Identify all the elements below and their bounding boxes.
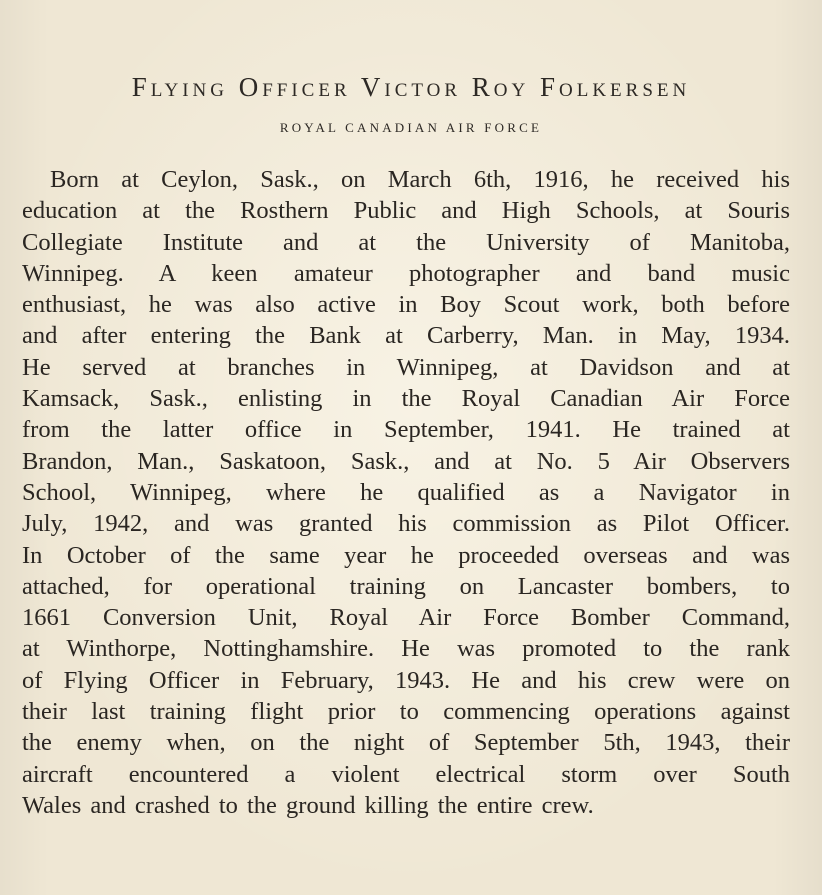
text-line: Collegiate Institute and at the University of Manitoba, bbox=[22, 228, 790, 256]
text-line: the enemy when, on the night of September 5th, 1943, their bbox=[22, 729, 790, 757]
text-line: from the latter office in September, 1941. He trained at bbox=[22, 416, 790, 444]
text-line: Born at Ceylon, Sask., on March 6th, 1916, he received his bbox=[50, 166, 790, 193]
text-line: attached, for operational training on Lancaster bombers, to bbox=[22, 572, 790, 600]
text-line: In October of the same year he proceeded overseas and was bbox=[22, 541, 790, 569]
text-line: enthusiast, he was also active in Boy Scout work, both before bbox=[22, 291, 790, 319]
text-line: aircraft encountered a violent electrical storm over South bbox=[22, 760, 790, 788]
text-line: He served at branches in Winnipeg, at Davidson and at bbox=[22, 353, 790, 381]
text-line: Brandon, Man., Saskatoon, Sask., and at No. 5 Air Observers bbox=[22, 447, 790, 475]
text-line: 1661 Conversion Unit, Royal Air Force Bomber Command, bbox=[22, 604, 790, 632]
text-line: of Flying Officer in February, 1943. He and his crew were on bbox=[22, 666, 790, 694]
page-subtitle: ROYAL CANADIAN AIR FORCE bbox=[279, 120, 543, 135]
text-line: Kamsack, Sask., enlisting in the Royal Canadian Air Force bbox=[22, 385, 790, 413]
text-line: and after entering the Bank at Carberry, Man. in May, 1934. bbox=[22, 322, 790, 350]
text-line: their last training flight prior to commencing operations against bbox=[22, 698, 790, 726]
text-line: at Winthorpe, Nottinghamshire. He was promoted to the rank bbox=[22, 635, 790, 663]
biography-paragraph bbox=[22, 164, 790, 821]
text-line: Winnipeg. A keen amateur photographer and band music bbox=[22, 259, 790, 287]
text-line: Wales and crashed to the ground killing the entire crew. bbox=[22, 791, 594, 819]
text-line: School, Winnipeg, where he qualified as a Navigator in bbox=[22, 478, 790, 506]
page-title: Flying Officer Victor Roy Folkersen bbox=[131, 72, 691, 102]
text-line: July, 1942, and was granted his commission as Pilot Officer. bbox=[22, 510, 790, 538]
text-line: education at the Rosthern Public and High Schools, at Souris bbox=[22, 197, 790, 225]
